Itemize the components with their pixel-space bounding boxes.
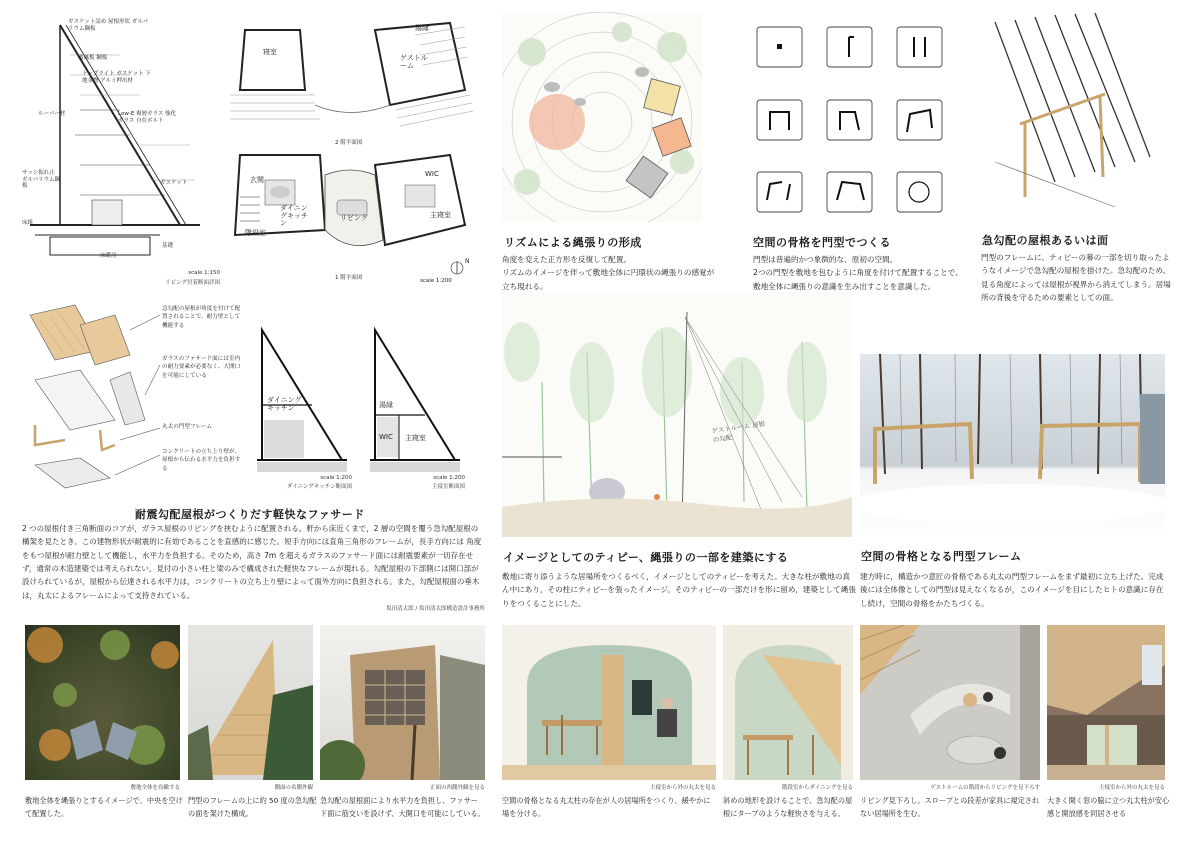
plan-room-label: ゲストルーム bbox=[400, 54, 428, 70]
section-room-label: WIC bbox=[379, 433, 393, 441]
bedroom-interior-photo bbox=[502, 625, 716, 780]
rhythm-text: 角度を変えた正方形を反復して配置。 リズムのイメージを伴って敷地全体に円環状の縄張りの感覚が立ち現れる。 bbox=[502, 255, 715, 291]
axon-note: 急勾配の屋根が角度を付けて配置されることで、耐力壁として機能する bbox=[162, 306, 241, 329]
section-scale: scale 1:200 bbox=[320, 475, 352, 481]
section-detail-drawing bbox=[20, 15, 220, 285]
stair-dining-photo bbox=[723, 625, 853, 780]
rhythm-title: リズムによる縄張りの形成 bbox=[504, 236, 642, 249]
section-label: Low-E 複層ガラス 強化ガラス 自在ボルト bbox=[118, 111, 177, 124]
section-label: サッシ振れ止 ガルバリウム鋼板 bbox=[22, 170, 61, 190]
plan-room-label: 玄関 bbox=[250, 176, 264, 184]
section-scale: scale 1:200 bbox=[433, 475, 465, 481]
structure-text: 2 つの屋根付き三角断面のコアが，ガラス屋根のリビングを挟むように配置される。軒から床近くまで，2 層の空間を覆う急勾配屋根の構架を見たとき。この建物形状が耐震的に有効であることを直感的に感じた。短手方向には直角三角形のフレームが，長手方向には 角度をもつ屋根が耐力壁として機能し，水平力を負担する。そのため，高さ 7m を超えるガラスのファサード面には耐震要素が一切存在せず，通常の木造建築では考えられない，見付の小さい柱と梁のみで構成された軽快なフレームが現れる。勾配屋根の下部側には開口部が設けられているが，屋根から伝達される水平力は，コンクリートの立ち上り壁によって面外方向に負担される。また，勾配屋根面の垂木は，丸太によるフレームによって支持されている。 bbox=[22, 524, 482, 600]
floor-plans bbox=[225, 15, 475, 290]
north-arrow-label: N bbox=[465, 258, 470, 265]
tipi-sketch-note: ゲストルーム 屋根の勾配 bbox=[711, 419, 766, 445]
skeleton-text: 門型は普遍的かつ象徴的な、原初の空間。 2つの門型を敷地を包むように角度を付けて配置することで、敷地全体に縄張りの意識を生み出すことを意識した。 bbox=[753, 255, 963, 291]
photo-caption: 側面の名側外観 bbox=[274, 785, 313, 791]
plan-room-label: 寝室 bbox=[263, 48, 277, 56]
bedroom-section bbox=[365, 325, 465, 490]
section-label: ルーバー材 bbox=[38, 111, 66, 117]
front-exterior-photo bbox=[320, 625, 485, 780]
portal-frame-photo bbox=[860, 354, 1165, 540]
axon-note: ガラスのファサード面には室内の耐力要素が必要なく、大開口を可能にしている bbox=[162, 356, 241, 379]
photo-caption: 正面の西側外観を見る bbox=[429, 785, 485, 791]
section-label: 基礎 bbox=[162, 243, 174, 249]
structure-title: 耐震勾配屋根がつくりだす軽快なファサード bbox=[135, 508, 365, 521]
section-scale: scale 1:150 bbox=[188, 270, 220, 276]
plan-room-label: リビング bbox=[340, 214, 368, 222]
photo-text: 空間の骨格となる丸太柱の存在が人の居場所をつくり、緩やかに場を分ける。 bbox=[502, 796, 711, 818]
photo-text: 大きく開く窓の脇に立つ丸太柱が安心感と開放感を同居させる bbox=[1047, 796, 1170, 818]
section-label: ガスケット bbox=[160, 180, 188, 186]
section-room-label: ダイニングキッチン bbox=[267, 396, 302, 412]
photo-text: 斜めの地形を設けることで、急勾配の屋根にタープのような軽快さを与える。 bbox=[723, 796, 853, 818]
section-caption: ダイニングキッチン断面図 bbox=[286, 484, 352, 490]
site-rhythm-sketch bbox=[502, 12, 702, 222]
side-exterior-photo bbox=[188, 625, 313, 780]
living-overhead-photo bbox=[860, 625, 1040, 780]
structure-credit: 坂田清太郎 / 坂田清太郎構造設計事務所 bbox=[386, 606, 485, 612]
photo-caption: 階段室からダイニングを見る bbox=[781, 785, 853, 791]
frame-text: 建方時に，構造かつ意匠の骨格である丸太の門型フレームをまず最初に立ち上げた。完成後には全体像としての門型は見えなくなるが，このイメージを目にしたヒトの意識に存在し続け，空間の骨格をかたちづくる。 bbox=[860, 572, 1164, 608]
section-label: 床組 bbox=[22, 220, 34, 226]
plan-scale: scale 1:200 bbox=[420, 278, 452, 284]
structural-axon-diagram bbox=[20, 300, 245, 500]
plan-room-label: 主寝室 bbox=[430, 211, 451, 219]
plan-room-label: 湯縁 bbox=[415, 24, 429, 32]
skeleton-title: 空間の骨格を門型でつくる bbox=[753, 236, 891, 249]
plan-caption: 1 階平面図 bbox=[335, 275, 363, 281]
plan-caption: 2 階平面図 bbox=[335, 140, 363, 146]
tipi-title: イメージとしてのティピー、縄張りの一部を建築にする bbox=[503, 551, 789, 564]
photo-text: 敷地全体を縄張りとするイメージで、中央を空けて配置した。 bbox=[25, 796, 183, 818]
axon-note: コンクリートの立ち上り壁が、屋根から伝わる水平力を負担する bbox=[162, 449, 241, 472]
section-label: 床暖房 bbox=[100, 253, 117, 259]
roof-title: 急勾配の屋根あるいは面 bbox=[982, 234, 1109, 247]
photo-caption: 主寝室から外の丸太を見る bbox=[649, 785, 716, 791]
photo-caption: 敷地全体を鳥瞰する bbox=[130, 785, 180, 791]
photo-text: 門型のフレームの上に約 50 度の急勾配の面を架けた構成。 bbox=[188, 796, 317, 818]
plan-room-label: WIC bbox=[425, 170, 439, 178]
photo-caption: ゲストルームの階段からリビングを見下ろす bbox=[930, 785, 1040, 791]
section-label: ガスケット詰め 屋根形状 ガルバリウム鋼板 bbox=[68, 19, 148, 32]
aerial-photo bbox=[25, 625, 180, 780]
axon-note: 丸太の門型フレーム bbox=[162, 424, 213, 430]
tipi-sketch bbox=[502, 292, 852, 537]
section-label: トップライト ガスケット 下地金物 アルミ押出材 bbox=[82, 71, 151, 84]
section-label: 破風板 鋼板 bbox=[78, 55, 108, 61]
section-caption: 主寝室断面図 bbox=[431, 484, 465, 490]
photo-text: リビング見下ろし。スロープとの段差が家具に規定されない居場所を生む。 bbox=[860, 796, 1040, 818]
photo-text: 急勾配の屋根面により水平力を負担し、ファサード面に筋交いを設けず、大開口を可能にしている。 bbox=[320, 796, 485, 818]
section-caption: リビング付着断面詳図 bbox=[165, 280, 220, 286]
tipi-text: 敷地に寄り添うような居場所をつくるべく，イメージとしてのティピーを考えた。大きな柱が敷地の真ん中にあり，その柱にティピーを張ったイメージ。そのティピーの一部だけを形に留め，建築として縄張りをつくることにした。 bbox=[502, 572, 856, 608]
plan-room-label: ダイニングキッチン bbox=[280, 204, 308, 228]
section-room-label: 湯縁 bbox=[379, 401, 393, 409]
photo-caption: 主寝室から外の丸太を見る bbox=[1098, 785, 1165, 791]
section-room-label: 主寝室 bbox=[405, 434, 426, 442]
roof-text: 門型のフレームに、ティピーの幕の一部を切り取ったようなイメージで急勾配の屋根を掛けた。急勾配のため、見る角度によっては屋根が視界から消えてしまう。居場所の背後を守るための要素としての面。 bbox=[981, 253, 1171, 302]
frame-title: 空間の骨格となる門型フレーム bbox=[861, 550, 1022, 563]
steep-roof-sketch bbox=[985, 12, 1165, 217]
portal-frame-diagrams bbox=[752, 22, 962, 222]
bedroom-window-photo bbox=[1047, 625, 1165, 780]
dining-section bbox=[252, 325, 352, 490]
plan-room-label: 階段室 bbox=[245, 229, 266, 237]
